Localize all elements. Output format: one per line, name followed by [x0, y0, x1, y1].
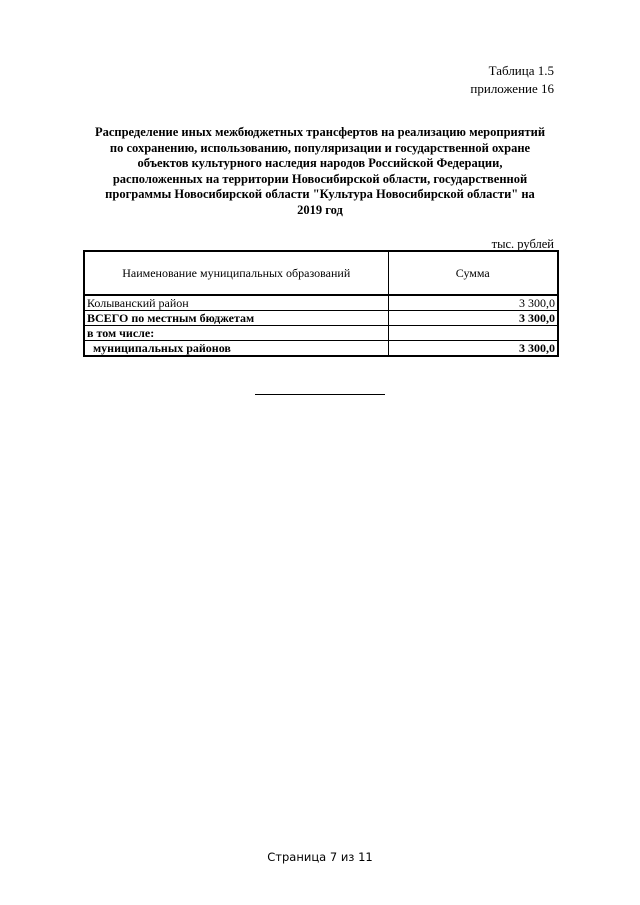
table-row [84, 326, 558, 341]
table-row-total [84, 311, 558, 326]
divider-line [255, 394, 385, 395]
table-header-row [84, 251, 558, 295]
budget-table [83, 250, 559, 357]
row-name: муниципальных районов [84, 341, 388, 357]
title-line: Распределение иных межбюджетных трансфертов на реализацию мероприятий [94, 125, 546, 139]
row-name: Колыванский район [84, 295, 388, 311]
row-amount [388, 326, 558, 341]
title-line: 2019 год [297, 202, 343, 217]
row-amount: 3 300,0 [388, 295, 558, 311]
table-number: Таблица 1.5 [488, 63, 554, 78]
title-line: программы Новосибирской области "Культура Новосибирской области" на [105, 187, 535, 201]
column-header-name: Наименование муниципальных образований [84, 251, 388, 295]
row-name: ВСЕГО по местным бюджетам [84, 311, 388, 326]
row-amount: 3 300,0 [388, 341, 558, 357]
document-header [470, 62, 554, 98]
document-title [84, 125, 556, 218]
title-line: объектов культурного наследия народов Российской Федерации, [137, 156, 503, 170]
row-name: в том числе: [84, 326, 388, 341]
units-label: тыс. рублей [491, 237, 554, 251]
title-line: расположенных на территории Новосибирской области, государственной [112, 171, 528, 186]
title-line: по сохранению, использованию, популяризации и государственной охране [109, 140, 531, 155]
column-header-amount: Сумма [388, 251, 558, 295]
page-number: Страница 7 из 11 [267, 850, 373, 864]
row-amount: 3 300,0 [388, 311, 558, 326]
table-row [84, 295, 558, 311]
appendix-label: приложение 16 [470, 81, 554, 96]
table-row [84, 341, 558, 357]
